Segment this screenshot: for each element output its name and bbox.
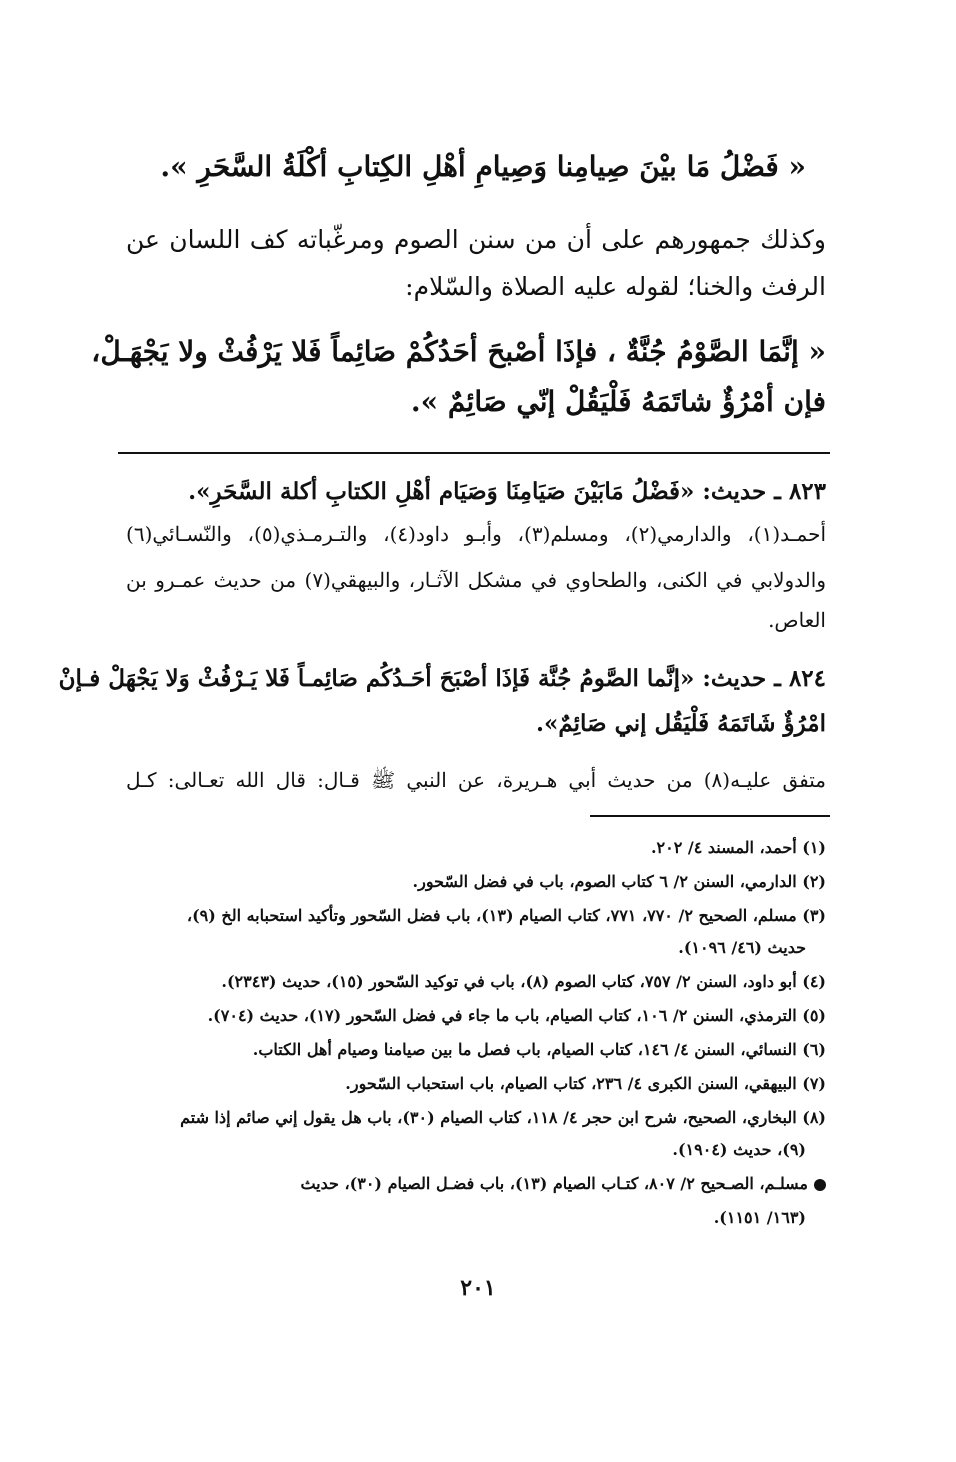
footnote-rule	[590, 815, 830, 817]
footnote-2: (٢) الدارمي، السنن ٢/ ٦ كتاب الصوم، باب في فضل السّحور.	[412, 872, 826, 891]
footnote-3-cont: حديث (٤٦/ ١٠٩٦).	[678, 938, 806, 957]
hadith-824-title-line-2: امْرُؤٌ شَاتَمَهُ فَلْيَقُل إني صَائِمٌ».	[535, 710, 826, 737]
hadith-823-line-2: والدولابي في الكنى، والطحاوي في مشكل الآثـار، والبيهقي(٧) من حديث عمـرو بن	[126, 568, 826, 592]
hadith-824-title-line-1: ٨٢٤ ـ حديث: «إنَّما الصَّومُ جُنَّة فَإذَا أصْبَحَ أحَـدُكُم صَائِمـاً فَلا يَـرْفُثْ وَلا يَجْهَلْ فـإنْ	[58, 665, 826, 692]
footnote-bullet-line	[126, 1174, 826, 1193]
footnote-bullet-text: مسلـم، الصـحيح ٢/ ٨٠٧، كتـاب الصيام (١٣)، باب فضـل الصيام (٣٠)، حديث	[300, 1174, 808, 1193]
quote-2-line-2: فإن أمْرُؤٌ شاتَمَهُ فَلْيَقُلْ إنّي صَائِمٌ ».	[410, 385, 826, 418]
separator-rule	[118, 452, 830, 454]
footnote-3: (٣) مسلم، الصحيح ٢/ ٧٧٠، ٧٧١، كتاب الصيام (١٣)، باب فضل السّحور وتأكيد استحبابه الخ (٩)،	[186, 906, 826, 925]
footnote-8: (٨) البخاري، الصحيح، شرح ابن حجر ٤/ ١١٨، كتاب الصيام (٣٠)، باب هل يقول إني صائم إذا شتم	[180, 1108, 826, 1127]
footnote-8-cont: (٩)، حديث (١٩٠٤).	[672, 1140, 806, 1159]
page-number: ٢٠١	[460, 1275, 496, 1301]
bullet-icon	[814, 1179, 826, 1191]
quote-2-line-1: « إنَّمَا الصَّوْمُ جُنَّةٌ ، فإذَا أصْبحَ أحَدُكُمْ صَائِماً فَلا يَرْفُثْ ولا يَجْهَـلْ،	[91, 335, 826, 368]
footnote-1: (١) أحمد، المسند ٤/ ٢٠٢.	[650, 838, 826, 857]
footnote-bullet-cont: (١٦٣/ ١١٥١).	[713, 1208, 806, 1227]
paragraph-1-line-2: الرفث والخنا؛ لقوله عليه الصلاة والسّلام:	[405, 272, 826, 301]
paragraph-1-line-1: وكذلك جمهورهم على أن من سنن الصوم ومرغّباته كف اللسان عن	[126, 225, 826, 254]
footnote-4: (٤) أبو داود، السنن ٢/ ٧٥٧، كتاب الصوم (٨)، باب في توكيد السّحور (١٥)، حديث (٢٣٤٣).	[221, 972, 826, 991]
footnote-5: (٥) الترمذي، السنن ٢/ ١٠٦، كتاب الصيام، باب ما جاء في فضل السّحور (١٧)، حديث (٧٠٤).	[207, 1006, 826, 1025]
hadith-823-line-1: أحمـد(١)، والدارمي(٢)، ومسلم(٣)، وأبـو داود(٤)، والتـرمـذي(٥)، والنّسـائي(٦)	[126, 522, 827, 546]
hadith-823-title: ٨٢٣ ـ حديث: «فَضْلُ مَابَيْنَ صَيَامِنَا وَصَيَام أهْلِ الكتابِ أكلة السَّحَرِ».	[188, 478, 826, 505]
quote-1: « فَضْلُ مَا بيْنَ صِيامِنا وَصِيامِ أهْلِ الكِتابِ أكْلَةُ السَّحَرِ ».	[160, 150, 806, 183]
hadith-824-line-1: متفق عليـه(٨) من حديث أبي هـريرة، عن النبي ﷺ قـال: قال الله تعـالى: كـل	[126, 768, 826, 792]
hadith-823-line-3: العاص.	[768, 608, 826, 632]
footnote-6: (٦) النسائي، السنن ٤/ ١٤٦، كتاب الصيام، باب فصل ما بين صيامنا وصيام أهل الكتاب.	[252, 1040, 826, 1059]
footnote-7: (٧) البيهقي، السنن الكبرى ٤/ ٢٣٦، كتاب الصيام، باب استحباب السّحور.	[345, 1074, 826, 1093]
